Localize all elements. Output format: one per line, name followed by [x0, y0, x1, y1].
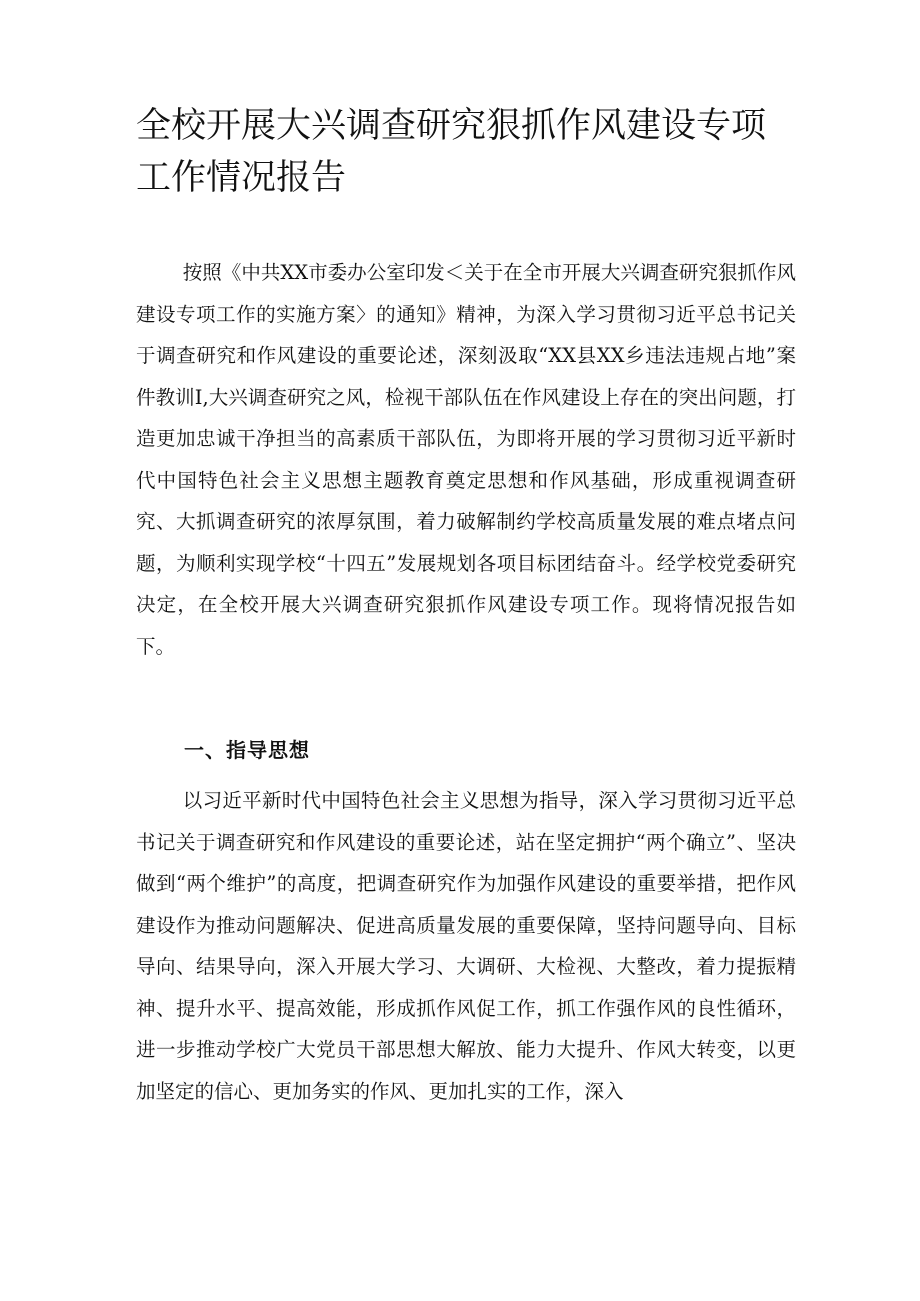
document-title: 全校开展大兴调查研究狠抓作风建设专项工作情况报告: [136, 106, 767, 198]
section-heading: 一、指导思想: [184, 738, 310, 762]
guiding-thought-paragraph: 以习近平新时代中国特色社会主义思想为指导，深入学习贯彻习近平总书记关于调查研究和作风建设的重要论述，站在坚定拥护“两个确立”、坚决做到“两个维护”的高度，把调查研究作为加强作风建设的重要举措，把作风建设作为推动问题解决、促进高质量发展的重要保障，坚持问题导向、目标导向、结果导向，深入开展大学习、大调研、大检视、大整改，着力提振精神、提升水平、提高效能，形成抓作风促工作，抓工作强作风的良性循环，进一步推动学校广大党员干部思想大解放、能力大提升、作风大转变，以更加坚定的信心、更加务实的作风、更加扎实的工作，深入: [136, 789, 796, 1103]
intro-paragraph: 按照《中共XX市委办公室印发＜关于在全市开展大兴调查研究狠抓作风建设专项工作的实施方案〉的通知》精神，为深入学习贯彻习近平总书记关于调查研究和作风建设的重要论述，深刻汲取“XX县XX乡违法违规占地”案件教训I,大兴调查研究之风，检视干部队伍在作风建设上存在的突出问题，打造更加忠诚干净担当的高素质干部队伍，为即将开展的学习贯彻习近平新时代中国特色社会主义思想主题教育奠定思想和作风基础，形成重视调查研究、大抓调查研究的浓厚氛围，着力破解制约学校高质量发展的难点堵点问题，为顺利实现学校“十四五”发展规划各项目标团结奋斗。经学校党委研究决定，在全校开展大兴调查研究狠抓作风建设专项工作。现将情况报告如下。: [136, 261, 796, 658]
